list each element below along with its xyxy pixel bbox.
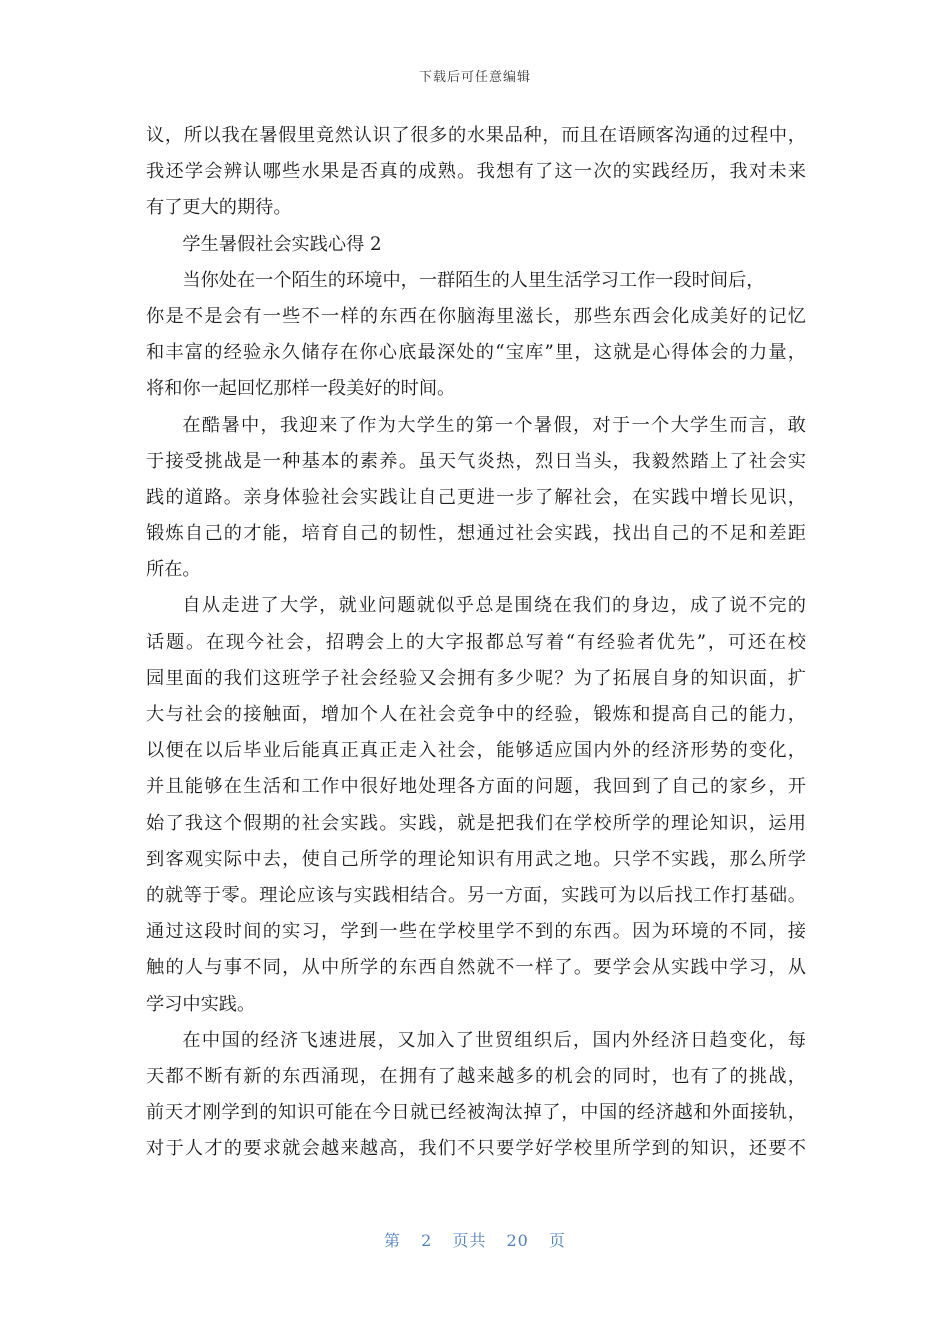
- text-line: 当你处在一个陌生的环境中，一群陌生的人里生活学习工作一段时间后，: [182, 269, 765, 291]
- text-line: 园里面的我们这班学子社会经验又会拥有多少呢？为了拓展自身的知识面，扩: [146, 667, 806, 689]
- text-line: 始了我这个假期的社会实践。实践，就是把我们在学校所学的理论知识，运用: [146, 812, 806, 834]
- text-line: 我还学会辨认哪些水果是否真的成熟。我想有了这一次的实践经历，我对未来: [146, 161, 806, 183]
- text-line: 前天才刚学到的知识可能在今日就已经被淘汰掉了，中国的经济越和外面接轨，: [146, 1102, 806, 1124]
- text-line: 有了更大的期待。: [146, 197, 292, 219]
- text-line: 在中国的经济飞速进展，又加入了世贸组织后，国内外经济日趋变化，每: [182, 1029, 806, 1051]
- text-line: 学习中实践。: [146, 993, 256, 1015]
- text-line: 学生暑假社会实践心得 2: [182, 233, 382, 255]
- text-line: 并且能够在生活和工作中很好地处理各方面的问题，我回到了自己的家乡，开: [146, 776, 806, 798]
- text-line: 践的道路。亲身体验社会实践让自己更进一步了解社会，在实践中增长见识，: [146, 486, 806, 508]
- text-line: 你是不是会有一些不一样的东西在你脑海里滋长，那些东西会化成美好的记忆: [146, 305, 806, 327]
- text-line: 和丰富的经验永久储存在你心底最深处的“宝库”里，这就是心得体会的力量，: [146, 342, 806, 364]
- text-line: 议，所以我在暑假里竟然认识了很多的水果品种，而且在语顾客沟通的过程中，: [146, 125, 806, 146]
- text-line: 将和你一起回忆那样一段美好的时间。: [146, 378, 456, 400]
- document-body: [146, 118, 806, 1167]
- page-footer: 第 2 页共 20 页: [384, 1231, 566, 1250]
- text-line: 对于人才的要求就会越来越高，我们不只要学好学校里所学到的知识，还要不: [146, 1138, 806, 1160]
- text-line: 到客观实际中去，使自己所学的理论知识有用武之地。只学不实践，那么所学: [146, 848, 806, 870]
- text-line: 大与社会的接触面，增加个人在社会竞争中的经验，锻炼和提高自己的能力，: [146, 704, 806, 725]
- text-line: 话题。在现今社会，招聘会上的大字报都总写着“有经验者优先”，可还在校: [146, 631, 806, 653]
- text-line: 锻炼自己的才能，培育自己的韧性，想通过社会实践，找出自己的不足和差距: [146, 523, 806, 545]
- text-line: 自从走进了大学，就业问题就似乎总是围绕在我们的身边，成了说不完的: [182, 595, 806, 617]
- text-line: 天都不断有新的东西涌现，在拥有了越来越多的机会的同时，也有了的挑战，: [146, 1065, 806, 1087]
- text-line: 在酷暑中，我迎来了作为大学生的第一个暑假，对于一个大学生而言，敢: [182, 414, 806, 436]
- text-line: 触的人与事不同，从中所学的东西自然就不一样了。要学会从实践中学习，从: [146, 957, 806, 979]
- text-line: 所在。: [146, 559, 201, 581]
- text-line: 通过这段时间的实习，学到一些在学校里学不到的东西。因为环境的不同，接: [146, 921, 806, 943]
- text-line: 的就等于零。理论应该与实践相结合。另一方面，实践可为以后找工作打基础。: [146, 884, 806, 906]
- text-line: 以便在以后毕业后能真正真正走入社会，能够适应国内外的经济形势的变化，: [146, 740, 806, 762]
- text-line: 于接受挑战是一种基本的素养。虽天气炎热，烈日当头，我毅然踏上了社会实: [146, 450, 806, 472]
- page-header: 下载后可任意编辑: [418, 70, 531, 85]
